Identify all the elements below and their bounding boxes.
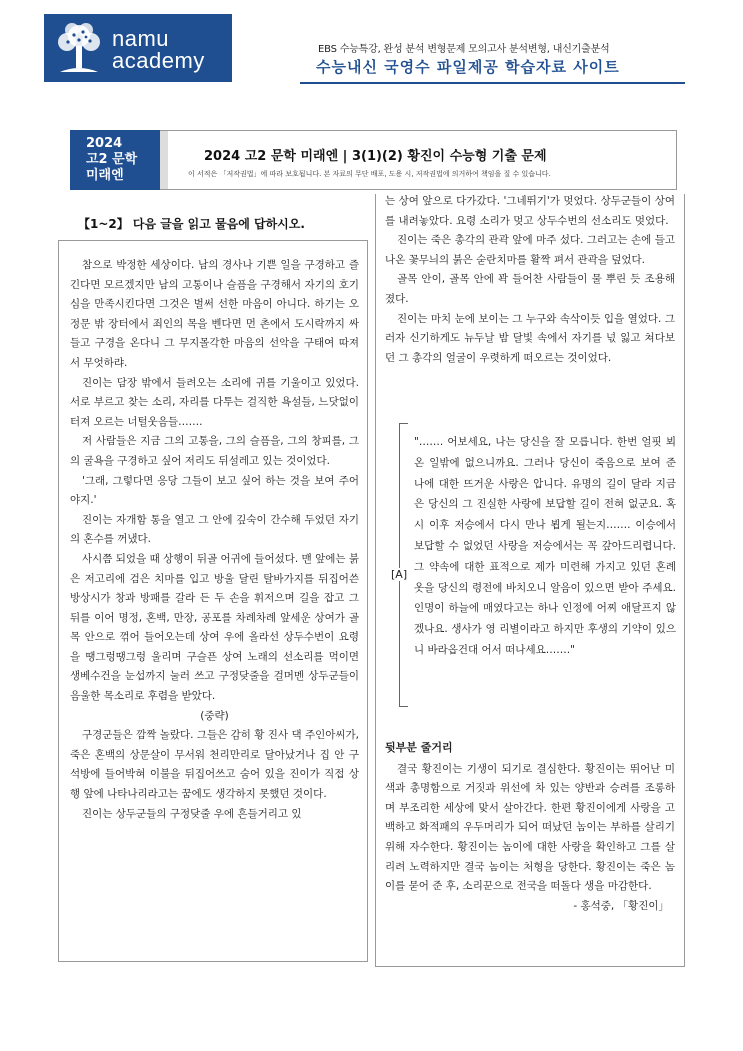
page-header — [0, 0, 743, 100]
site-slogan: 수능내신 국영수 파일제공 학습자료 사이트 — [316, 58, 620, 76]
omission-mark: (중략) — [200, 709, 229, 722]
header-divider — [300, 82, 685, 84]
section-a-bracket — [399, 423, 408, 707]
passage-paragraph: 진이는 죽은 총각의 관곽 앞에 마주 섰다. 그러고는 손에 들고 나온 꽃무늬의 붉은 숟란치마를 활짝 펴서 관곽을 덮었다. — [385, 234, 675, 266]
summary-heading: 뒷부분 줄거리 — [385, 741, 453, 754]
question-prompt: 【1~2】 다음 글을 읽고 물음에 답하시오. — [78, 217, 305, 231]
passage-right-column — [385, 192, 675, 368]
passage-paragraph: 진이는 마치 눈에 보이는 그 누구와 속삭이듯 입을 열었다. 그러자 신기하게도 뉴두날 밤 달빛 속에서 자기를 넋 잃고 쳐다보던 그 총각의 얼굴이 우렷하게 떠오르는 것이었다. — [385, 312, 675, 364]
passage-paragraph: 는 상여 앞으로 다가갔다. '그네뛰기'가 멎었다. 상두군들이 상여를 내려놓았다. 요령 소리가 멎고 상두수번의 선소리도 멎었다. — [385, 195, 675, 227]
passage-paragraph: 진이는 자개함 통을 열고 그 안에 깊숙이 간수해 두었던 자기의 혼수를 꺼냈다. — [70, 513, 359, 546]
namu-academy-logo[interactable] — [44, 14, 232, 82]
title-panel — [160, 130, 677, 190]
passage-left-column — [70, 256, 359, 824]
source-attribution: - 홍석중, 「황진이」 — [573, 899, 669, 912]
passage-paragraph: 참으로 박정한 세상이다. 남의 경사나 기쁜 일을 구경하고 즐긴다면 모르겠지만 남의 고통이나 슬픔을 구경해서 자기의 호기심을 만족시킨다면 그것은 벌써 선한 마음이 아니다. 하기는 오정문 밖 장터에서 죄인의 목을 벤다면 먼 촌에서 도시락까지 싸 들고 구경을 온다니 그 무지몰각한 마음의 선악을 구태여 따져서 무엇하랴. — [70, 259, 359, 369]
section-a-label: [A] — [391, 568, 408, 581]
summary-text: 결국 황진이는 기생이 되기로 결심한다. 황진이는 뛰어난 미색과 총명함으로 거짓과 위선에 차 있는 양반과 승려를 조롱하며 부조리한 세상에 맞서 살아간다. 한편 황진이에게 사랑을 고백하고 화적패의 우두머리가 되어 떠났던 놈이는 부하를 살리기 위해 자수한다. 황진이는 놈이에 대한 사랑을 확인하고 그를 살리려 노력하지만 결국 놈이는 처형을 당한다. 황진이는 죽은 놈이를 묻어 준 후, 소리꾼으로 전국을 떠돌다 생을 마감한다. — [385, 762, 675, 893]
page-title: 2024 고2 문학 미래엔 | 3(1)(2) 황진이 수능형 기출 문제 — [204, 149, 547, 164]
passage-paragraph: 저 사람들은 지금 그의 고통을, 그의 슬픔을, 그의 창피를, 그의 굴욕을 구경하고 싶어 저리도 뒤설레고 있는 것이었다. — [70, 435, 359, 467]
passage-paragraph: 진이는 담장 밖에서 들려오는 소리에 귀를 기울이고 있었다. 서로 부르고 찾는 소리, 자리를 다투는 걸직한 욕설들, 느닷없이 터져 오르는 너털웃음들……. — [70, 376, 359, 428]
passage-paragraph: 골목 안이, 골목 안에 꽉 들어찬 사람들이 물 뿌린 듯 조용해졌다. — [385, 273, 675, 305]
tree-icon — [50, 20, 108, 76]
title-block — [70, 130, 677, 190]
logo-text: namu academy — [112, 26, 205, 73]
passage-paragraph: '그래, 그렇다면 응당 그들이 보고 싶어 하는 것을 보여 주어야지.' — [70, 474, 359, 507]
passage-paragraph: 진이는 상두군들의 구정닺줄 우에 흔들거리고 있 — [82, 807, 302, 820]
title-badge: 2024 고2 문학 미래엔 — [70, 130, 160, 190]
ebs-tagline: EBS 수능특강, 완성 분석 변형문제 모의고사 분석변형, 내신기출분석 — [318, 44, 610, 55]
section-a-quote: "……. 어보세요, 나는 당신을 잘 모릅니다. 한번 얼핏 뵈온 일밖에 없으니까요. 그러나 당신이 죽음으로 보여 준 나에 대한 뜨거운 사랑은 압니다. 유명의 길이 달라 지금은 당신의 그 진실한 사랑에 보답할 길이 전혀 없군요. 혹시 이후 저승에서 다시 만나 뵙게 될는지……. 이승에서 보답할 수 없었던 사랑을 저승에서는 꼭 갚아드리렵니다. 그 약속에 대한 표적으로 제가 미련해 가지고 있던 혼례 옷을 당신의 령전에 바치오니 알음이 있으면 받아 주세요. 인명이 하늘에 매였다고는 하나 인정에 어찌 애달프지 않겠나요. 생사가 영 리별이라고 하지만 후생의 기약이 있으니 바라옵건대 어서 떠나세요……." — [414, 436, 676, 656]
summary-section — [385, 738, 675, 916]
passage-paragraph: 구경군들은 깜짝 놀랐다. 그들은 감히 황 진사 댁 주인아씨가, 죽은 혼백의 상문살이 무서워 천리만리로 달아났거나 집 안 구석방에 들어박혀 이불을 뒤집어쓰고 숨어 있을 진이가 직접 상행 앞에 나타나리라고는 꿈에도 생각하지 못했던 것이다. — [70, 729, 359, 801]
copyright-notice: 이 서적은 「저작권법」에 따라 보호됩니다. 본 자료의 무단 배포, 도용 시, 저작권법에 의거하여 책임을 질 수 있습니다. — [188, 170, 551, 178]
passage-paragraph: 사시쯤 되었을 때 상행이 뒤골 어귀에 들어섰다. 맨 앞에는 붉은 저고리에 검은 치마를 입고 방울 달린 탈바가지를 뒤집어쓴 방상시가 창과 방패를 갈라 든 두 손을 휘저으며 길을 잡고 그 뒤를 이어 명정, 혼백, 만장, 공포를 차례차례 앞세운 상여가 골목 안으로 꺾어 들어오는데 상여 우에 올라선 상두수번이 요령을 땡그렁땡그렁 울리며 구슬픈 상여 노래의 선소리를 먹이면 생베수건을 눈섭까지 눌러 쓰고 구정닺줄을 걸머멘 상두군들이 음울한 목소리로 후렴을 받았다. — [70, 552, 359, 703]
